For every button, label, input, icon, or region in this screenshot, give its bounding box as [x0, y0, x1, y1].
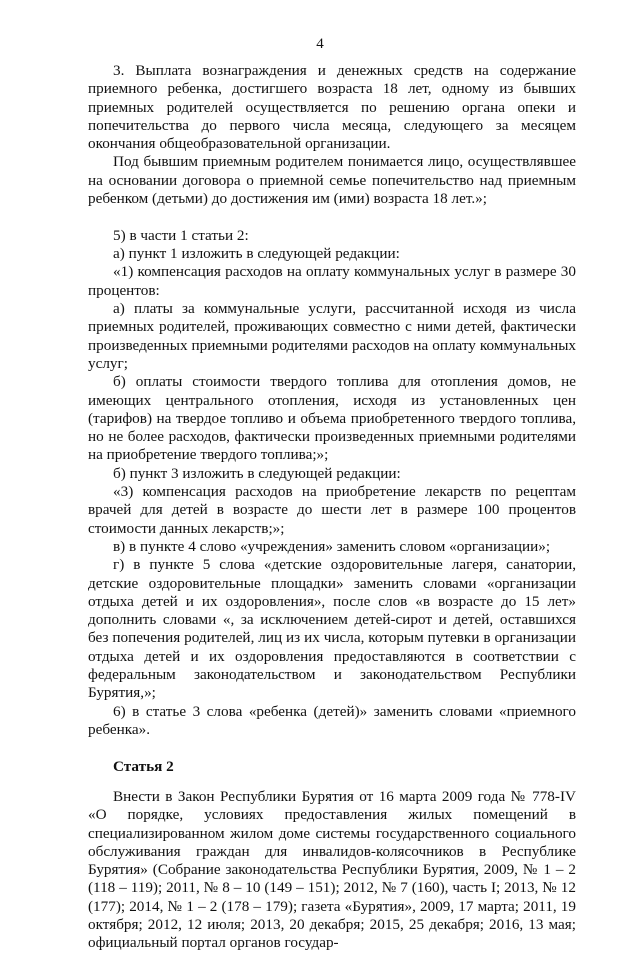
- paragraph-item-5g: г) в пункте 5 слова «детские оздоровительные лагеря, санатории, детские оздоровительные площадки» заменить словами «организации отдыха детей и их оздоровления», после слов «в возрасте до 15 лет» дополнить словами «, за исключением детей-сирот и детей, оставшихся без попечения родителей, лиц из их числа, которым путевки в организации отдыха детей и их оздоровления предоставляются в соответствии с федеральным законодательством и законодательством Республики Бурятия,»;: [88, 556, 576, 702]
- paragraph-item-6: 6) в статье 3 слова «ребенка (детей)» заменить словами «приемного ребенка».: [88, 702, 576, 738]
- spacer: [88, 776, 576, 788]
- paragraph-article-2-intro: Внести в Закон Республики Бурятия от 16 марта 2009 года № 778-IV «О порядке, условиях предоставления жилых помещений в специализированном жилом доме системы государственного социального обслуживания граждан для инвалидов-колясочников в Республике Бурятия» (Собрание законодательства Республики Бурятия, 2009, № 1 – 2 (118 – 119); 2011, № 8 – 10 (149 – 151); 2012, № 7 (160), часть I; 2013, № 12 (177); 2014, № 1 – 2 (178 – 179); газета «Бурятия», 2009, 17 марта; 2011, 19 октября; 2012, 12 июля; 2013, 20 декабря; 2015, 25 декабря; 2016, 13 мая; официальный портал органов государ-: [88, 787, 576, 952]
- paragraph-utility-b: б) оплаты стоимости твердого топлива для отопления домов, не имеющих центрального отопления, исходя из установленных цен (тарифов) на твердое топливо и объема приобретенного твердого топлива, но не более расходов, фактически произведенных приемными родителями на приобретение твердого топлива;»;: [88, 373, 576, 464]
- paragraph-3-payment: 3. Выплата вознаграждения и денежных средств на содержание приемного ребенка, достигшего возраста 18 лет, одному из бывших приемных родителей осуществляется по решению органа опеки и попечительства до первого числа месяца, следующего за месяцем окончания общеобразовательной организации.: [88, 62, 576, 153]
- paragraph-item-5a: а) пункт 1 изложить в следующей редакции:: [113, 245, 400, 263]
- paragraph-former-parent-definition: Под бывшим приемным родителем понимается лицо, осуществлявшее на основании договора о приемной семье попечительство над приемным ребенком (детьми) до достижения им (ими) возраста 18 лет.»;: [88, 153, 576, 208]
- paragraph-utility-a: а) платы за коммунальные услуги, рассчитанной исходя из числа приемных родителей, проживающих совместно с ними детей, фактически произведенных приемными родителями расходов на оплату коммунальных услуг;: [88, 300, 576, 372]
- spacer: [88, 208, 576, 227]
- paragraph-utility-compensation: «1) компенсация расходов на оплату коммунальных услуг в размере 30 процентов:: [88, 263, 576, 299]
- article-heading: Статья 2: [113, 757, 174, 775]
- page-number: 4: [316, 36, 324, 52]
- paragraph-item-5b: б) пункт 3 изложить в следующей редакции:: [113, 464, 401, 482]
- document-body: [88, 62, 576, 953]
- paragraph-item-5v: в) в пункте 4 слово «учреждения» заменить словом «организации»;: [113, 537, 551, 555]
- spacer: [88, 739, 576, 758]
- paragraph-medicine-compensation: «3) компенсация расходов на приобретение лекарств по рецептам врачей для детей в возрасте до шести лет в размере 100 процентов стоимости данных лекарств;»;: [88, 483, 576, 537]
- paragraph-item-5: 5) в части 1 статьи 2:: [113, 226, 249, 244]
